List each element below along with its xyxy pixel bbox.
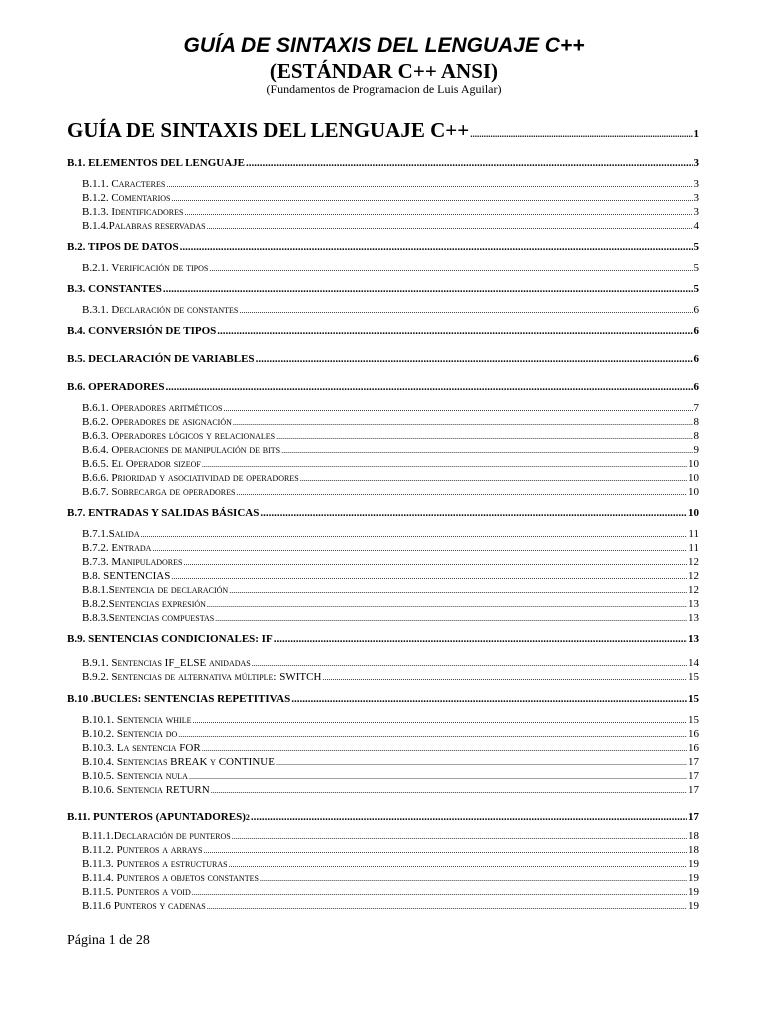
toc-leader-dots	[166, 178, 692, 192]
toc-entry-label: B.10 .BUCLES: SENTENCIAS REPETITIVAS	[67, 693, 291, 705]
toc-entry-label: B.5. DECLARACIÓN DE VARIABLES	[67, 353, 255, 365]
toc-leader-dots	[232, 830, 687, 844]
toc-entry-label: B.1.1. Caracteres	[82, 178, 166, 190]
toc-entry-page: 5	[693, 262, 699, 274]
toc-subsection-entry[interactable]	[82, 219, 699, 234]
toc-entry-label: B.10.2. Sentencia do	[82, 728, 178, 740]
toc-entry-label: B.6.5. El Operador sizeof	[82, 458, 201, 470]
toc-entry-label: B.2. TIPOS DE DATOS	[67, 241, 179, 253]
toc-subsection-entry[interactable]	[82, 727, 699, 742]
toc-leader-dots	[300, 472, 687, 486]
toc-subsection-entry[interactable]	[82, 401, 699, 416]
toc-subsection-entry[interactable]	[82, 191, 699, 206]
toc-entry-label: B.10.6. Sentencia RETURN	[82, 784, 210, 796]
toc-entry-label: B.10.4. Sentencias BREAK y CONTINUE	[82, 756, 275, 768]
toc-leader-dots	[260, 506, 687, 520]
toc-leader-dots	[202, 742, 687, 756]
toc-main-entry[interactable]	[67, 118, 699, 146]
toc-entry-page: 15	[688, 693, 699, 705]
toc-subsection-entry[interactable]	[82, 443, 699, 458]
toc-subsection-entry[interactable]	[82, 871, 699, 886]
toc-entry-page: 4	[693, 220, 699, 232]
toc-leader-dots	[172, 192, 693, 206]
toc-subsection-entry[interactable]	[82, 261, 699, 276]
toc-entry-label: B.7. ENTRADAS Y SALIDAS BÁSICAS	[67, 507, 260, 519]
toc-leader-dots	[207, 598, 687, 612]
toc-entry-label: GUÍA DE SINTAXIS DEL LENGUAJE C++	[67, 118, 470, 142]
toc-entry-label: B.1.4.Palabras reservadas	[82, 220, 206, 232]
toc-leader-dots	[291, 692, 687, 706]
toc-subsection-entry[interactable]	[82, 205, 699, 220]
toc-entry-page: 19	[688, 858, 699, 870]
toc-entry-label: B.10.3. La sentencia FOR	[82, 742, 201, 754]
toc-entry-page: 12	[688, 570, 699, 582]
toc-section-entry[interactable]	[67, 240, 699, 254]
toc-leader-dots	[322, 671, 687, 685]
toc-subsection-entry[interactable]	[82, 741, 699, 756]
toc-subsection-entry[interactable]	[82, 755, 699, 770]
toc-entry-label: B.7.2. Entrada	[82, 542, 152, 554]
toc-leader-dots	[239, 304, 692, 318]
toc-entry-label: B.9. SENTENCIAS CONDICIONALES: IF	[67, 633, 273, 645]
toc-entry-page: 13	[688, 633, 699, 645]
toc-entry-page: 13	[688, 612, 699, 624]
toc-entry-label: B.8.1.Sentencia de declaración	[82, 584, 229, 596]
toc-entry-page: 19	[688, 900, 699, 912]
toc-leader-dots	[183, 556, 687, 570]
toc-entry-page: 15	[688, 671, 699, 683]
toc-subsection-entry[interactable]	[82, 457, 699, 472]
toc-subsection-entry[interactable]	[82, 583, 699, 598]
toc-leader-dots	[229, 858, 687, 872]
toc-subsection-entry[interactable]	[82, 597, 699, 612]
toc-entry-label: B.10.5. Sentencia nula	[82, 770, 188, 782]
toc-subsection-entry[interactable]	[82, 485, 699, 500]
toc-section-entry[interactable]	[67, 506, 699, 520]
toc-entry-page: 6	[693, 381, 699, 393]
toc-leader-dots	[256, 352, 693, 366]
toc-entry-page: 3	[693, 206, 699, 218]
toc-subsection-entry[interactable]	[82, 843, 699, 858]
toc-section-entry[interactable]	[67, 324, 699, 338]
toc-entry-label: B.6.2. Operadores de asignación	[82, 416, 232, 428]
toc-entry-page: 15	[688, 714, 699, 726]
toc-subsection-entry[interactable]	[82, 829, 699, 844]
toc-subsection-entry[interactable]	[82, 527, 699, 542]
toc-leader-dots	[211, 784, 687, 798]
toc-leader-dots	[141, 528, 688, 542]
toc-entry-label: B.2.1. Verificación de tipos	[82, 262, 209, 274]
toc-entry-page: 6	[693, 353, 699, 365]
toc-entry-page: 10	[688, 458, 699, 470]
toc-subsection-entry[interactable]	[82, 429, 699, 444]
toc-subsection-entry[interactable]	[82, 713, 699, 728]
toc-leader-dots	[236, 486, 687, 500]
footnote-marker: 2	[245, 813, 250, 822]
toc-entry-page: 6	[693, 304, 699, 316]
toc-leader-dots	[274, 632, 687, 646]
toc-leader-dots	[207, 220, 693, 234]
toc-entry-label: B.10.1. Sentencia while	[82, 714, 192, 726]
toc-leader-dots	[233, 416, 693, 430]
toc-leader-dots	[229, 584, 687, 598]
toc-leader-dots	[189, 770, 687, 784]
toc-entry-page: 3	[693, 178, 699, 190]
toc-subsection-entry[interactable]	[82, 656, 699, 671]
toc-section-entry[interactable]	[67, 282, 699, 296]
toc-entry-page: 5	[693, 283, 699, 295]
toc-entry-label: B.6.1. Operadores aritméticos	[82, 402, 223, 414]
toc-entry-label: B.8. SENTENCIAS	[82, 570, 171, 582]
toc-entry-page: 14	[688, 657, 699, 669]
toc-entry-label: B.1.2. Comentarios	[82, 192, 171, 204]
toc-entry-label: B.9.2. Sentencias de alternativa múltiple: SWITCH	[82, 671, 322, 683]
toc-entry-label: B.6. OPERADORES	[67, 381, 165, 393]
toc-leader-dots	[163, 282, 693, 296]
toc-leader-dots	[178, 728, 687, 742]
toc-subsection-entry[interactable]	[82, 899, 699, 914]
toc-entry-label: B.11.6 Punteros y cadenas	[82, 900, 206, 912]
toc-subsection-entry[interactable]	[82, 857, 699, 872]
toc-entry-label: B.11.1.Declaración de punteros	[82, 830, 231, 842]
toc-entry-page: 10	[688, 507, 699, 519]
toc-section-entry[interactable]	[67, 380, 699, 394]
toc-subsection-entry[interactable]	[82, 611, 699, 626]
toc-entry-label: B.9.1. Sentencias IF_ELSE anidadas	[82, 657, 251, 669]
toc-subsection-entry[interactable]	[82, 769, 699, 784]
toc-entry-label: B.11.3. Punteros a estructuras	[82, 858, 228, 870]
document-credit: (Fundamentos de Programacion de Luis Aguilar)	[266, 82, 502, 96]
toc-entry-page: 19	[688, 872, 699, 884]
toc-entry-label: B.11.4. Punteros a objetos constantes	[82, 872, 259, 884]
toc-leader-dots	[252, 657, 687, 671]
toc-leader-dots	[470, 122, 692, 146]
toc-leader-dots	[217, 324, 692, 338]
toc-leader-dots	[207, 900, 687, 914]
toc-entry-page: 11	[688, 528, 699, 540]
toc-subsection-entry[interactable]	[82, 555, 699, 570]
toc-entry-page: 16	[688, 742, 699, 754]
toc-subsection-entry[interactable]	[82, 177, 699, 192]
toc-entry-page: 8	[693, 430, 699, 442]
toc-entry-label: B.3. CONSTANTES	[67, 283, 162, 295]
toc-entry-page: 16	[688, 728, 699, 740]
toc-leader-dots	[192, 714, 687, 728]
toc-entry-label: B.6.4. Operaciones de manipulación de bits	[82, 444, 281, 456]
toc-entry-page: 19	[688, 886, 699, 898]
toc-entry-label: B.1.3. Identificadores	[82, 206, 184, 218]
toc-entry-page: 17	[688, 770, 699, 782]
toc-entry-page: 10	[688, 486, 699, 498]
toc-entry-label: B.7.3. Manipuladores	[82, 556, 183, 568]
toc-subsection-entry[interactable]	[82, 471, 699, 486]
toc-subsection-entry[interactable]	[82, 670, 699, 685]
toc-entry-page: 10	[688, 472, 699, 484]
toc-entry-page: 18	[688, 830, 699, 842]
toc-entry-page: 12	[688, 584, 699, 596]
toc-leader-dots	[152, 542, 687, 556]
toc-entry-page: 17	[688, 811, 699, 823]
toc-entry-label: B.8.3.Sentencias compuestas	[82, 612, 215, 624]
toc-section-entry[interactable]	[67, 692, 699, 706]
toc-entry-page: 13	[688, 598, 699, 610]
toc-leader-dots	[251, 810, 687, 824]
toc-leader-dots	[224, 402, 693, 416]
toc-entry-label: B.8.2.Sentencias expresión	[82, 598, 206, 610]
toc-entry-label: B.6.7. Sobrecarga de operadores	[82, 486, 236, 498]
toc-section-entry[interactable]	[67, 156, 699, 170]
toc-entry-label: B.11.2. Punteros a arrays	[82, 844, 203, 856]
toc-entry-label: B.6.3. Operadores lógicos y relacionales	[82, 430, 276, 442]
toc-section-entry[interactable]	[67, 352, 699, 366]
toc-entry-page: 18	[688, 844, 699, 856]
toc-entry-label: B.6.6. Prioridad y asociatividad de operadores	[82, 472, 299, 484]
toc-entry-label: B.4. CONVERSIÓN DE TIPOS	[67, 325, 217, 337]
toc-entry-page: 12	[688, 556, 699, 568]
toc-entry-label: B.1. ELEMENTOS DEL LENGUAJE	[67, 157, 245, 169]
toc-entry-page: 11	[688, 542, 699, 554]
toc-leader-dots	[209, 262, 692, 276]
toc-subsection-entry[interactable]	[82, 783, 699, 798]
document-title: GUÍA DE SINTAXIS DEL LENGUAJE C++	[183, 34, 585, 57]
toc-leader-dots	[166, 380, 693, 394]
toc-entry-label: B.11. PUNTEROS (APUNTADORES)	[67, 811, 246, 823]
toc-entry-page: 6	[693, 325, 699, 337]
toc-subsection-entry[interactable]	[82, 303, 699, 318]
toc-subsection-entry[interactable]	[82, 541, 699, 556]
toc-subsection-entry[interactable]	[82, 569, 699, 584]
toc-leader-dots	[202, 458, 687, 472]
toc-entry-page: 7	[693, 402, 699, 414]
toc-entry-page: 5	[693, 241, 699, 253]
toc-entry-page: 17	[688, 756, 699, 768]
toc-entry-page: 1	[693, 128, 699, 140]
toc-entry-label: B.11.5. Punteros a void	[82, 886, 191, 898]
page-number: Página 1 de 28	[67, 933, 150, 948]
toc-leader-dots	[276, 756, 687, 770]
document-subtitle: (ESTÁNDAR C++ ANSI)	[269, 59, 499, 83]
toc-entry-page: 9	[693, 444, 699, 456]
toc-leader-dots	[203, 844, 687, 858]
toc-leader-dots	[246, 156, 693, 170]
toc-entry-label: B.7.1.Salida	[82, 528, 140, 540]
toc-subsection-entry[interactable]	[82, 415, 699, 430]
toc-leader-dots	[184, 206, 692, 220]
toc-leader-dots	[180, 240, 693, 254]
toc-section-entry[interactable]	[67, 632, 699, 646]
toc-leader-dots	[171, 570, 687, 584]
toc-entry-page: 3	[693, 157, 699, 169]
toc-subsection-entry[interactable]	[82, 885, 699, 900]
toc-entry-page: 17	[688, 784, 699, 796]
toc-entry-page: 3	[693, 192, 699, 204]
toc-entry-label: B.3.1. Declaración de constantes	[82, 304, 239, 316]
toc-leader-dots	[192, 886, 687, 900]
toc-leader-dots	[215, 612, 687, 626]
toc-leader-dots	[260, 872, 687, 886]
toc-leader-dots	[281, 444, 692, 458]
toc-entry-page: 8	[693, 416, 699, 428]
toc-leader-dots	[276, 430, 692, 444]
toc-section-entry[interactable]	[67, 810, 699, 825]
